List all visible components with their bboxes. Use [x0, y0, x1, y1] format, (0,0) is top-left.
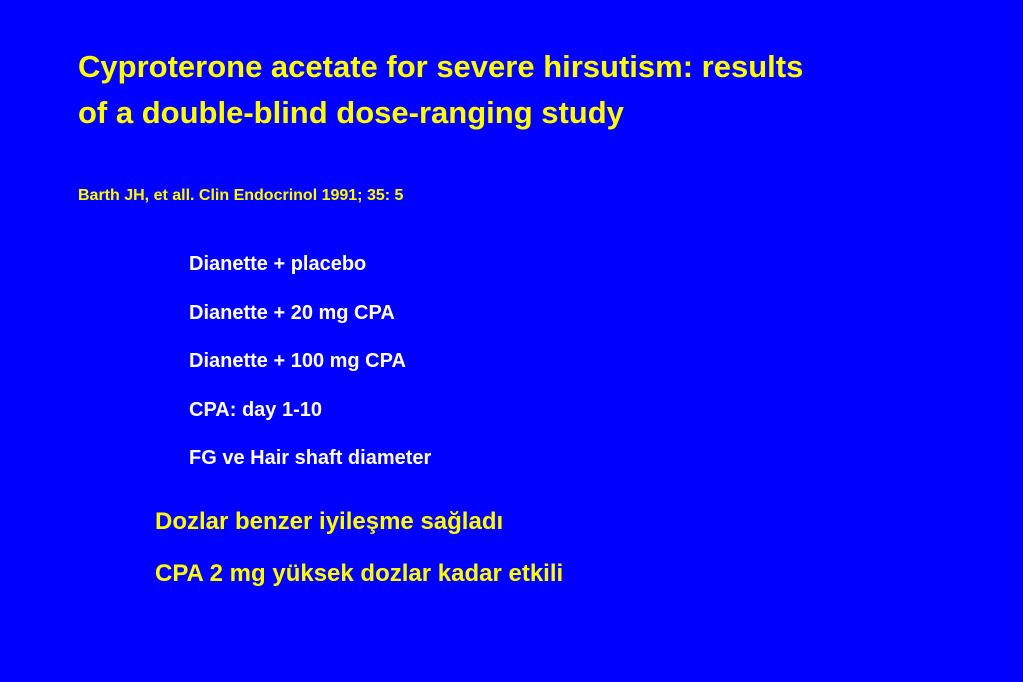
conclusions-list [155, 505, 563, 609]
study-groups-list [189, 250, 431, 493]
study-group-item: FG ve Hair shaft diameter [189, 447, 432, 469]
study-group-item: CPA: day 1-10 [189, 398, 323, 421]
citation: Barth JH, et all. Clin Endocrinol 1991; 35: 5 [78, 187, 404, 204]
study-group-item: Dianette + 100 mg CPA [189, 350, 406, 372]
slide-title-line: of a double-blind dose-ranging study [78, 95, 624, 130]
study-group-item: Dianette + 20 mg CPA [189, 301, 395, 324]
conclusion-item: CPA 2 mg yüksek dozlar kadar etkili [155, 560, 564, 587]
study-group-item: Dianette + placebo [189, 253, 367, 275]
slide-title-line: Cyproterone acetate for severe hirsutism: results [78, 49, 804, 84]
slide-title [78, 44, 958, 136]
conclusion-item: Dozlar benzer iyileşme sağladı [155, 508, 504, 535]
